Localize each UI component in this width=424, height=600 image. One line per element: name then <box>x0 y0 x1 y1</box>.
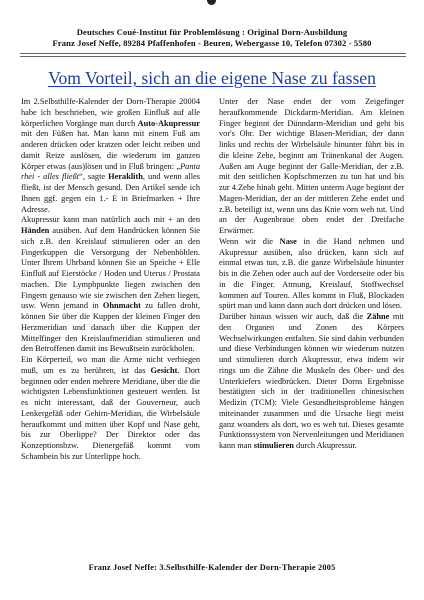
page-footer: Franz Josef Neffe: 3.Selbsthilfe-Kalender der Dorn-Therapie 2005 <box>88 563 336 572</box>
paragraph: Ein Körperteil, wo man die Arme nicht verbiegen muß, um es zu berühren, ist das Gesicht. Dort beginnen oder enden mehrere Meridiane, über die die wichtigsten Lebensfunktionen gesteuert werden. Ist es nicht interessant, daß der Gouverneur, auch Lenkergefäß oder Gehirn-Meridian, die Wirbelsäule heraufkommt und mitten über Kopf und Nase geht, bis zur Oberlippe? Der Direktor oder das Konzeptionsbzw. Dienergefäß kommt vom Schambein bis zur Unterlippe hoch. <box>21 355 200 461</box>
left-column <box>21 97 200 463</box>
header-divider-bottom <box>20 56 406 57</box>
institute-header: Deutsches Coué-Institut für Problemlösung : Original Dorn-Ausbildung <box>76 27 348 37</box>
paragraph: Unter der Nase endet der vom Zeigefinger heraufkommende Dickdarm-Meridian. Am kleinen Finger beginnt der Dünndarm-Meridian und geht bis vor's Ohr. Der wichtige Blasen-Meridian, der dann links und rechts der Wirbelsäule hinunter führt bis in die kleine Zehe, beginnt am Tränenkanal der Augen. Außen am Auge beginnt der Galle-Meridian, der z.B. mit den seitlichen Kopfschmerzen zu tun hat und bis zur 4.Zehe hinab geht. Mitten unterm Auge beginnt der Magen-Meridian, der an der mittleren Zehe endet und z.B. beteiligt ist, wenn uns das Knie vorn weh tut. Und an der Augenbraue oben endet der Dreifache Erwärmer. <box>219 97 404 235</box>
paragraph: Im 2.Selbsthilfe-Kalender der Dorn-Therapie 20004 habe ich beschrieben, wie großen Einfluß auf alle körperlichen Vorgänge man durch Auto-Akupressur mit den Füßen hat. Man kann mit einem Fuß am anderen drücken oder kratzen oder leicht reiben und damit Reize auslösen, die wiederum im ganzen Körper etwas (aus)lösen und in Fluß bringen: „Panta rhei - alles fließt“, sagte Heraklith, und wenn alles fließt, ist der Mensch gesund. Den Artikel sende ich Ihnen ggf. gegen ein 1.- E in Briefmarken + Ihre Adresse. <box>21 97 200 214</box>
paragraph: Wenn wir die Nase in die Hand nehmen und Akupressur ausüben, also drücken, kann sich auf einmal etwas tun, z.B. die ganze Wirbelsäule hinunter bis in die Zehen oder auch auf der Vorderseite oder bis in die Finger. Atmung, Kreislauf, Stoffwechsel kommen auf Touren. Alles kommt in Fluß, Blockaden spürt man und kann dann auch dort drücken und lösen. <box>219 236 404 311</box>
binding-hole-mark <box>207 0 216 5</box>
paragraph: Akupressur kann man natürlich auch mit + an den Händen ausüben. Auf dem Handrücken können Sie sich z.B. den Kreislauf stimulieren oder an den Fingerkuppen die Versorgung der Nebenhöhlen. Unter Ihrem Uhrband können Sie an Speiche + Elle Einfluß auf Eierstöcke / Hoden und Uterus / Prostata machen. Die Lymphpunkte liegen zwischen den Fingern genauso wie sie zwischen den Zehen liegen, usw. Wenn jemand in Ohnmacht zu fallen droht, können Sie über die Kuppen der kleinen Finger den Herzmeridian und danach über die Kuppen der Mittelfinger den Kreislaufmeridian stimulieren und den Betroffenen damit ins Bewußtsein zurückholen. <box>21 215 201 354</box>
address-header: Franz Josef Neffe, 89284 Pfaffenhofen - Beuren, Webergasse 10, Telefon 07302 - 5580 <box>52 38 372 48</box>
article-title: Vom Vorteil, sich an die eigene Nase zu fassen <box>48 68 376 88</box>
header-divider-top <box>20 53 406 54</box>
right-column <box>219 97 404 452</box>
paragraph: Darüber hinaus wissen wir auch, daß die Zähne mit den Organen und Zonen des Körpers Wechselwirkungen entfalten. Sie sind dahin verbunden und diese Verbindungen können wir wiederum nutzen und stimulieren durch Akupressur, etwa indem wir rings um die Zähne die Muskeln des Ober- und des Unterkiefers wiedbrücken. Dieter Dorns Ergebnisse bestätigten sich in der traditionellen chinesischen Medizin (TCM): Viele Gesundheitsprobleme hängen miteinander zusammen und die Ursache liegt meist ganz woanders als dort, wo es weh tut. Dieses gesamte Funktionssystem von Nervenleitungen und Meridianen kann man stimulieren durch Akupressur. <box>219 312 404 450</box>
